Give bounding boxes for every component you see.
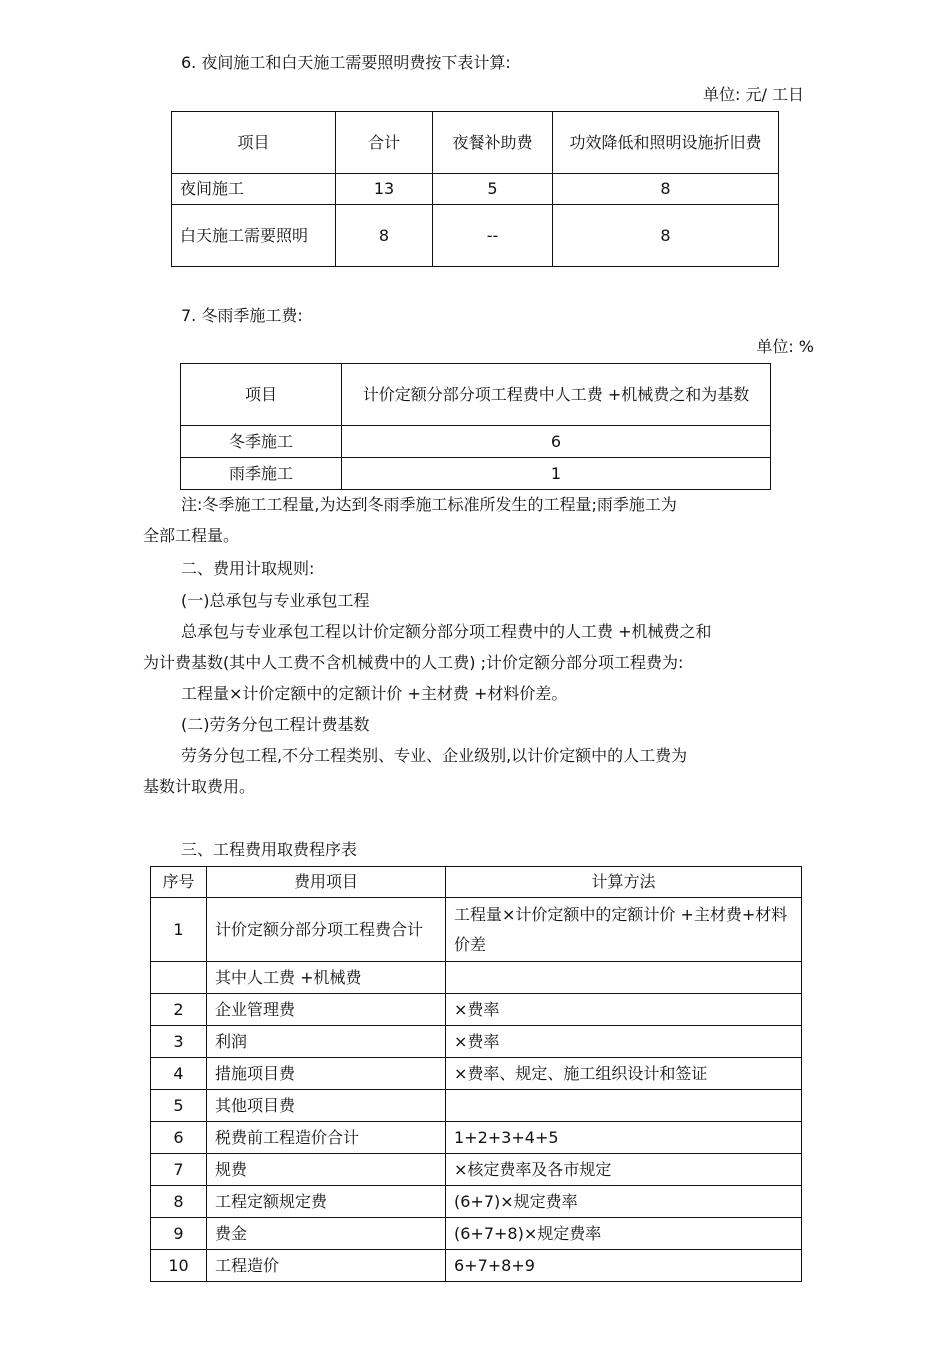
table-cell: ×费率 bbox=[446, 1026, 802, 1058]
fee-procedure-table bbox=[150, 866, 802, 1282]
table-cell: 其中人工费 +机械费 bbox=[207, 962, 446, 994]
table-cell bbox=[446, 962, 802, 994]
table-cell: 8 bbox=[336, 205, 433, 267]
table-cell: 工程量×计价定额中的定额计价 +主材费+材料价差 bbox=[446, 898, 802, 962]
table-cell: 税费前工程造价合计 bbox=[207, 1122, 446, 1154]
table-cell: 9 bbox=[151, 1218, 207, 1250]
table-cell: ×核定费率及各市规定 bbox=[446, 1154, 802, 1186]
header-item: 项目 bbox=[181, 364, 342, 426]
table-cell: 5 bbox=[151, 1090, 207, 1122]
table-cell: 其他项目费 bbox=[207, 1090, 446, 1122]
table-cell: 5 bbox=[433, 174, 553, 205]
table-cell: 13 bbox=[336, 174, 433, 205]
rules-sub2: (二)劳务分包工程计费基数 bbox=[181, 715, 370, 734]
rules-p2-line1: 劳务分包工程,不分工程类别、专业、企业级别,以计价定额中的人工费为 bbox=[181, 746, 688, 765]
rules-sub1: (一)总承包与专业承包工程 bbox=[181, 591, 370, 610]
table-cell: -- bbox=[433, 205, 553, 267]
table-cell: 8 bbox=[553, 174, 779, 205]
table-cell: 工程造价 bbox=[207, 1250, 446, 1282]
header-efficiency-lighting: 功效降低和照明设施折旧费 bbox=[553, 112, 779, 174]
table-cell: 白天施工需要照明 bbox=[172, 205, 336, 267]
table-cell: 10 bbox=[151, 1250, 207, 1282]
procedure-heading: 三、工程费用取费程序表 bbox=[181, 840, 358, 859]
section7-title: 7. 冬雨季施工费: bbox=[181, 306, 303, 325]
table-cell: 7 bbox=[151, 1154, 207, 1186]
table-cell: 8 bbox=[151, 1186, 207, 1218]
table-cell: 6+7+8+9 bbox=[446, 1250, 802, 1282]
table-cell: (6+7)×规定费率 bbox=[446, 1186, 802, 1218]
header-item: 项目 bbox=[172, 112, 336, 174]
table-cell: 1+2+3+4+5 bbox=[446, 1122, 802, 1154]
rules-p1-line1: 总承包与专业承包工程以计价定额分部分项工程费中的人工费 +机械费之和 bbox=[181, 622, 712, 641]
section7-unit: 单位: % bbox=[756, 337, 814, 356]
table-cell: 6 bbox=[342, 426, 771, 458]
rules-heading: 二、费用计取规则: bbox=[181, 559, 315, 578]
table-cell: 规费 bbox=[207, 1154, 446, 1186]
table-cell bbox=[151, 962, 207, 994]
section6-unit: 单位: 元/ 工日 bbox=[703, 85, 804, 104]
header-seq: 序号 bbox=[151, 867, 207, 898]
night-work-table bbox=[171, 111, 779, 267]
table-cell bbox=[446, 1090, 802, 1122]
table-cell: 工程定额规定费 bbox=[207, 1186, 446, 1218]
table-cell: 夜间施工 bbox=[172, 174, 336, 205]
table-cell: 雨季施工 bbox=[181, 458, 342, 490]
winter-rain-table bbox=[180, 363, 771, 490]
table-cell: ×费率 bbox=[446, 994, 802, 1026]
table-cell: 利润 bbox=[207, 1026, 446, 1058]
table-cell: 4 bbox=[151, 1058, 207, 1090]
header-meal-subsidy: 夜餐补助费 bbox=[433, 112, 553, 174]
table-cell: 3 bbox=[151, 1026, 207, 1058]
table-cell: 2 bbox=[151, 994, 207, 1026]
table-cell: 费金 bbox=[207, 1218, 446, 1250]
table-cell: 6 bbox=[151, 1122, 207, 1154]
table-cell: 8 bbox=[553, 205, 779, 267]
table-cell: 计价定额分部分项工程费合计 bbox=[207, 898, 446, 962]
table-cell: ×费率、规定、施工组织设计和签证 bbox=[446, 1058, 802, 1090]
table-cell: 企业管理费 bbox=[207, 994, 446, 1026]
rules-p1-line2: 为计费基数(其中人工费不含机械费中的人工费) ;计价定额分部分项工程费为: bbox=[143, 653, 684, 672]
table-cell: 冬季施工 bbox=[181, 426, 342, 458]
section6-title: 6. 夜间施工和白天施工需要照明费按下表计算: bbox=[181, 53, 511, 72]
rules-p2-line2: 基数计取费用。 bbox=[143, 777, 256, 796]
table-cell: (6+7+8)×规定费率 bbox=[446, 1218, 802, 1250]
section7-note-line2: 全部工程量。 bbox=[143, 526, 240, 545]
header-method: 计算方法 bbox=[446, 867, 802, 898]
table-cell: 1 bbox=[151, 898, 207, 962]
table-cell: 措施项目费 bbox=[207, 1058, 446, 1090]
section7-note-line1: 注:冬季施工工程量,为达到冬雨季施工标准所发生的工程量;雨季施工为 bbox=[181, 495, 677, 514]
header-fee-item: 费用项目 bbox=[207, 867, 446, 898]
header-base: 计价定额分部分项工程费中人工费 +机械费之和为基数 bbox=[342, 364, 771, 426]
header-total: 合计 bbox=[336, 112, 433, 174]
table-cell: 1 bbox=[342, 458, 771, 490]
rules-p1-line3: 工程量×计价定额中的定额计价 +主材费 +材料价差。 bbox=[181, 684, 568, 703]
